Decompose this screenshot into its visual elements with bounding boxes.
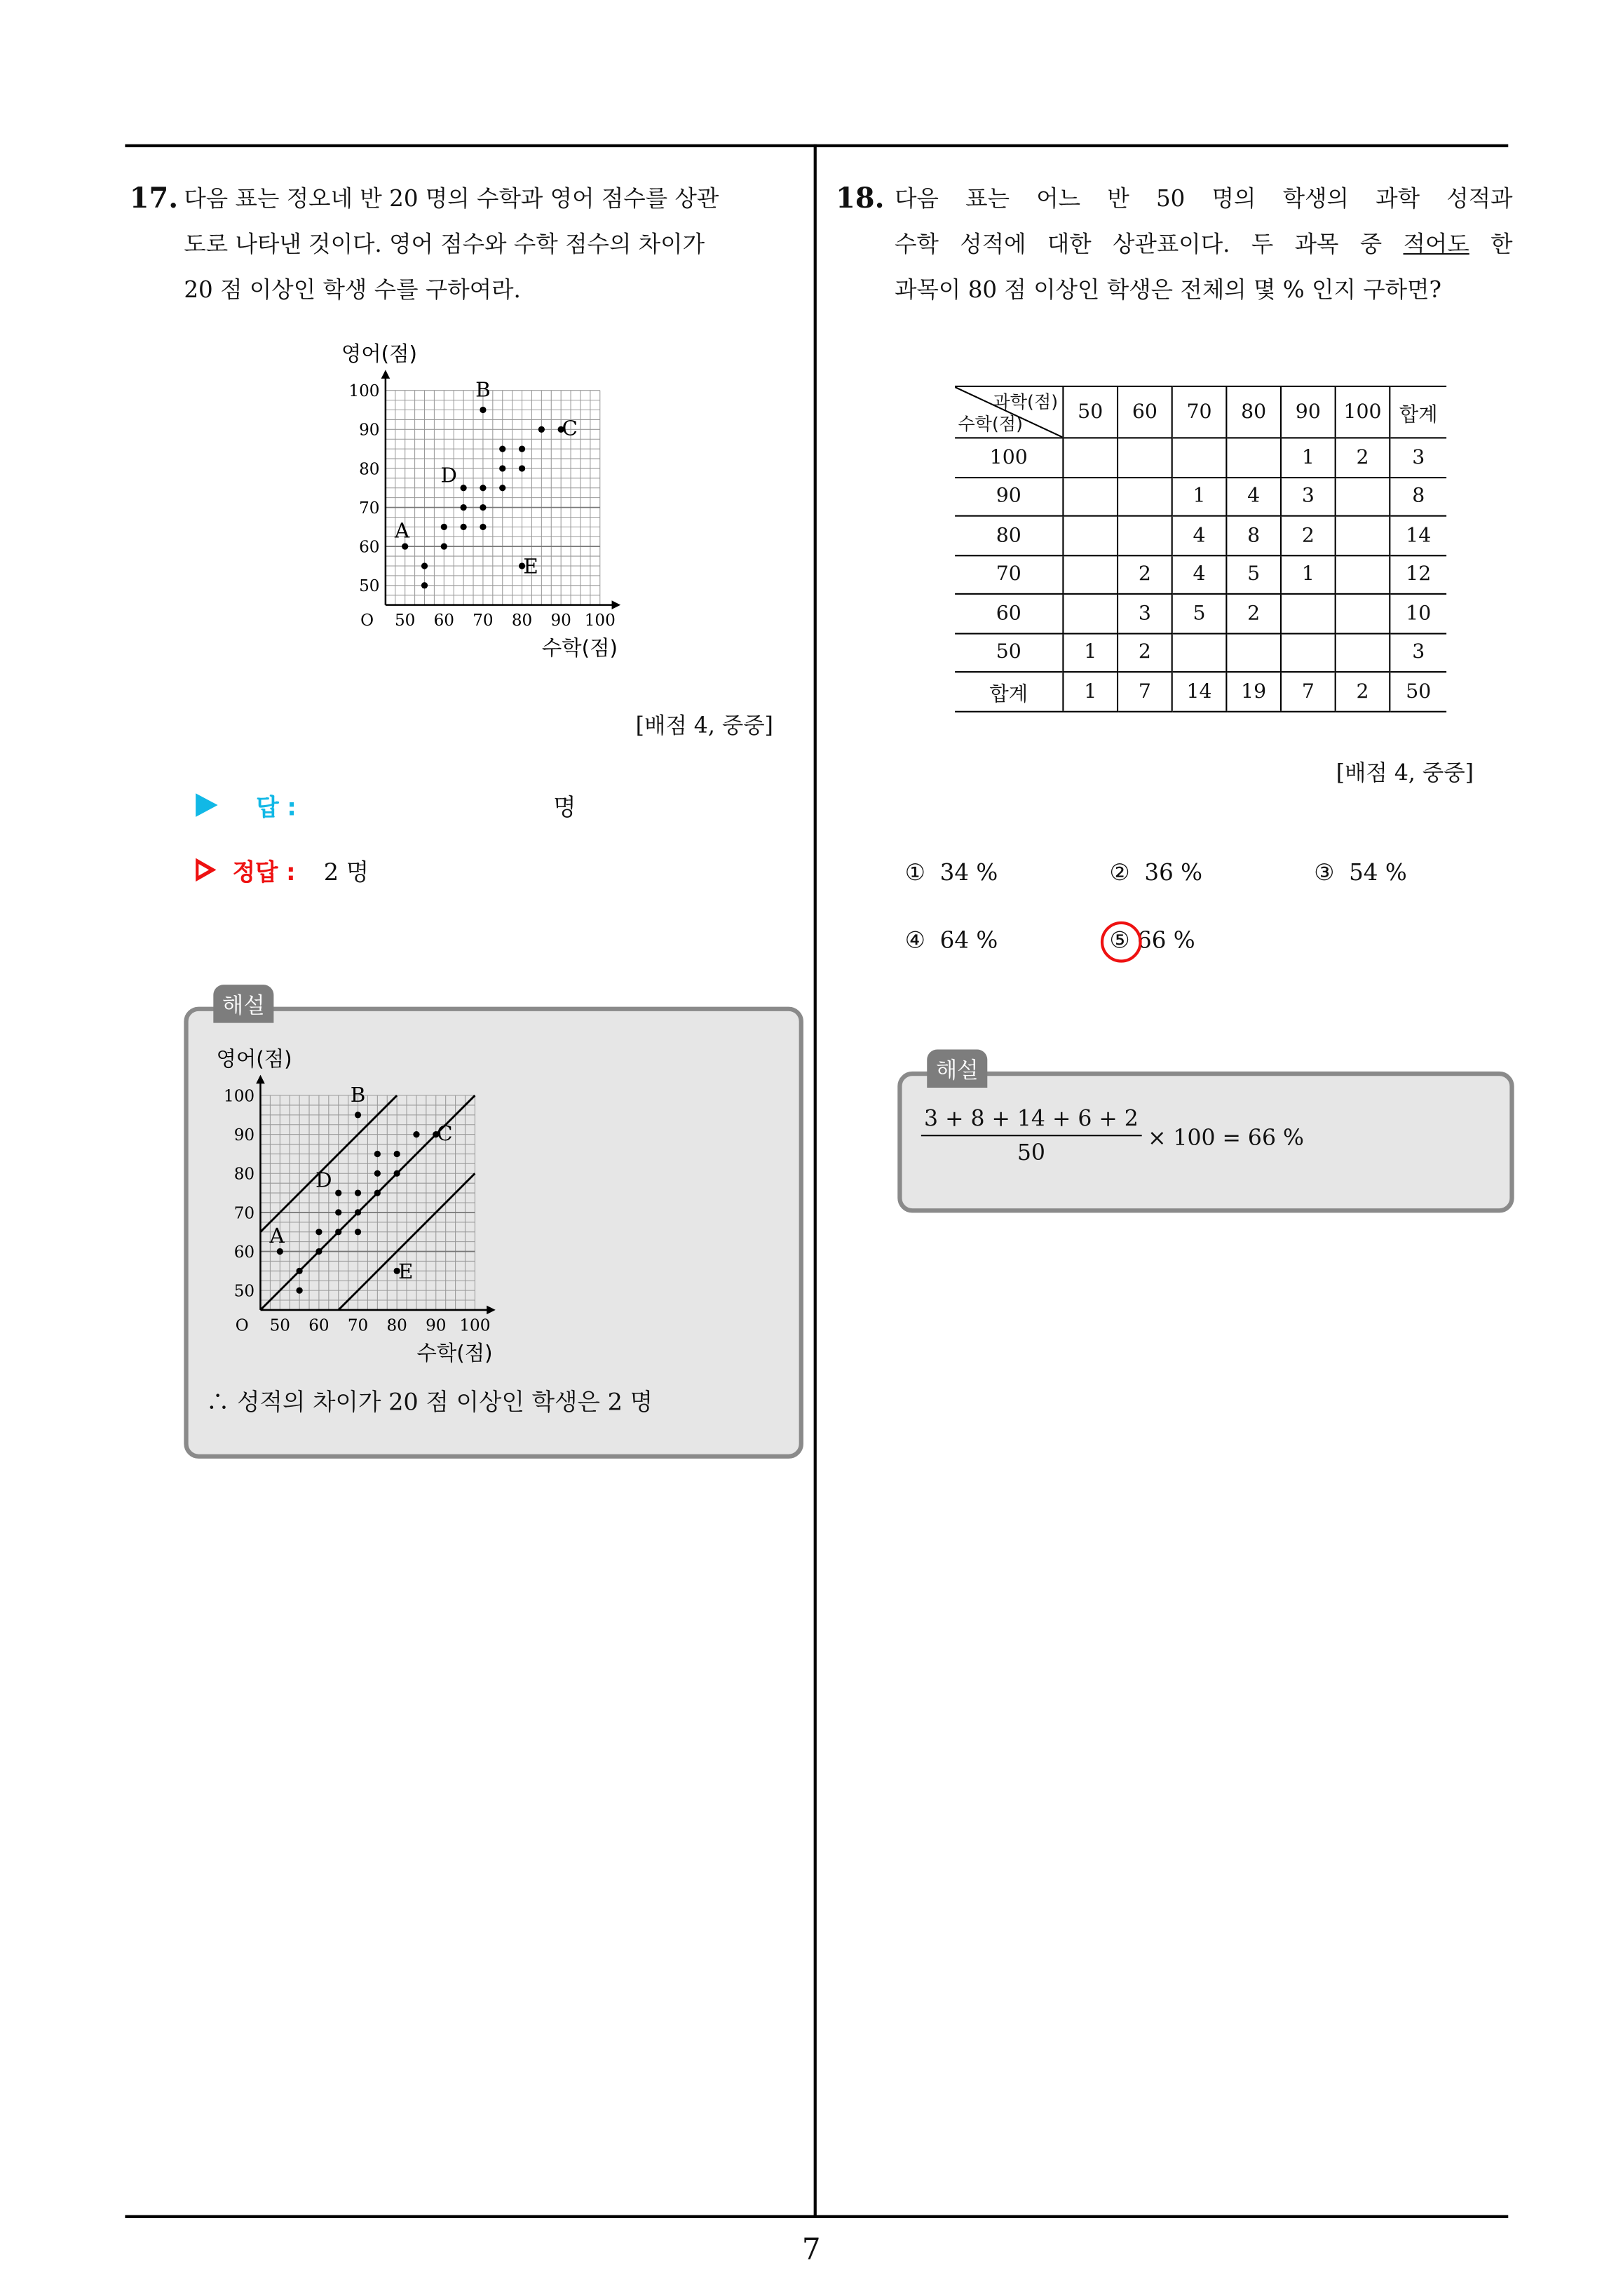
- x-axis-arrow-icon: [487, 1306, 496, 1315]
- question-18-line-3: 과목이 80 점 이상인 학생은 전체의 몇 % 인지 구하면?: [895, 276, 1441, 304]
- table-cell: [1281, 633, 1336, 672]
- q18-solution-fraction: [921, 1105, 1141, 1166]
- x-tick-label: 90: [550, 611, 571, 630]
- choice-4-num: ④: [904, 927, 925, 954]
- y-tick-label: 100: [224, 1087, 255, 1106]
- x-tick-label: 100: [459, 1316, 491, 1335]
- col-header: 60: [1118, 386, 1172, 438]
- row-header: 100: [955, 438, 1063, 477]
- answer-unit: 명: [553, 793, 576, 822]
- table-cell: [1063, 594, 1118, 633]
- table-cell: [1226, 438, 1281, 477]
- table-cell: 14: [1390, 516, 1446, 555]
- question-17-number: 17.: [129, 182, 179, 215]
- question-17-line-3: 20 점 이상인 학생 수를 구하여라.: [184, 276, 521, 304]
- data-point: [394, 1170, 400, 1177]
- table-cell: [1063, 477, 1118, 516]
- question-18-number: 18.: [836, 182, 885, 215]
- data-point: [480, 407, 486, 413]
- point-label: C: [437, 1121, 453, 1146]
- table-cell: 4: [1172, 555, 1227, 594]
- table-cell: [1063, 555, 1118, 594]
- table-cell: 7: [1281, 672, 1336, 711]
- table-cell: 19: [1226, 672, 1281, 711]
- table-cell: 4: [1172, 516, 1227, 555]
- point-label: A: [269, 1223, 285, 1248]
- table-cell: 5: [1226, 555, 1281, 594]
- y-tick-label: 90: [233, 1126, 255, 1145]
- x-tick-label: 80: [386, 1316, 407, 1335]
- q18-solution-tab: 해설: [927, 1049, 987, 1088]
- col-header: 합계: [1390, 386, 1446, 438]
- column-divider: [814, 144, 817, 2217]
- table-corner-cell: [955, 386, 1063, 438]
- table-row: [955, 516, 1446, 555]
- data-point: [519, 465, 525, 471]
- q17-solution-tab: 해설: [213, 985, 273, 1023]
- data-point: [374, 1170, 381, 1177]
- y-tick-label: 70: [233, 1204, 255, 1223]
- table-cell: [1336, 516, 1390, 555]
- row-header: 60: [955, 594, 1063, 633]
- x-tick-label: 50: [269, 1316, 290, 1335]
- q18-solution-tail: × 100 = 66 %: [1148, 1124, 1304, 1152]
- choice-4-text: 64 %: [939, 927, 998, 954]
- data-point: [296, 1268, 302, 1274]
- table-corner-top: 과학(점): [993, 391, 1059, 412]
- table-cell: [1063, 438, 1118, 477]
- data-point: [421, 582, 428, 588]
- data-point: [441, 543, 447, 550]
- data-point: [480, 504, 486, 511]
- question-17-line-1: 다음 표는 정오네 반 20 명의 수학과 영어 점수를 상관: [184, 185, 719, 212]
- table-cell: 2: [1336, 438, 1390, 477]
- y-axis-title: 영어(점): [216, 1047, 292, 1072]
- y-tick-label: 50: [233, 1282, 255, 1301]
- table-cell: 3: [1281, 477, 1336, 516]
- x-tick-label: 60: [433, 611, 455, 630]
- table-cell: 14: [1172, 672, 1227, 711]
- data-point: [538, 426, 545, 433]
- col-header: 70: [1172, 386, 1227, 438]
- choice-3[interactable]: [1314, 860, 1407, 886]
- choice-5-num: ⑤: [1109, 927, 1130, 954]
- table-cell: [1336, 594, 1390, 633]
- table-cell: [1063, 516, 1118, 555]
- table-cell: 1: [1063, 672, 1118, 711]
- table-cell: [1118, 477, 1172, 516]
- point-label: D: [315, 1168, 332, 1192]
- table-cell: [1118, 438, 1172, 477]
- data-point: [315, 1248, 322, 1255]
- choice-1[interactable]: [905, 860, 998, 886]
- point-label: D: [440, 463, 457, 487]
- data-point: [499, 446, 505, 452]
- table-row: [955, 555, 1446, 594]
- x-tick-label: 90: [426, 1316, 447, 1335]
- y-tick-label: 90: [359, 421, 380, 440]
- row-header: 80: [955, 516, 1063, 555]
- table-cell: 5: [1172, 594, 1227, 633]
- answer-arrow-icon: [196, 793, 217, 817]
- table-cell: [1226, 633, 1281, 672]
- data-point: [355, 1209, 361, 1215]
- y-tick-label: 80: [359, 460, 380, 479]
- table-row: [955, 477, 1446, 516]
- q17-score-tag: [배점 4, 중중]: [635, 712, 773, 739]
- choice-4[interactable]: [905, 927, 998, 954]
- data-point: [394, 1151, 400, 1157]
- table-cell: 50: [1390, 672, 1446, 711]
- table-cell: 3: [1390, 438, 1446, 477]
- choice-3-text: 54 %: [1349, 859, 1407, 886]
- data-point: [480, 524, 486, 530]
- table-row: [955, 672, 1446, 711]
- table-cell: 2: [1336, 672, 1390, 711]
- y-axis-arrow-icon: [256, 1075, 265, 1084]
- data-point: [441, 524, 447, 530]
- table-header-row: [955, 386, 1446, 438]
- table-cell: [1172, 438, 1227, 477]
- page-number: 7: [801, 2231, 821, 2267]
- data-point: [499, 465, 505, 471]
- origin-label: O: [235, 1316, 249, 1335]
- y-axis-title: 영어(점): [341, 342, 417, 366]
- table-cell: 2: [1281, 516, 1336, 555]
- table-cell: 8: [1390, 477, 1446, 516]
- table-cell: [1118, 516, 1172, 555]
- table-cell: 12: [1390, 555, 1446, 594]
- point-label: B: [475, 377, 491, 402]
- data-point: [277, 1248, 283, 1255]
- col-header: 80: [1226, 386, 1281, 438]
- x-tick-label: 70: [347, 1316, 369, 1335]
- table-cell: 1: [1172, 477, 1227, 516]
- data-point: [461, 504, 467, 511]
- table-cell: 2: [1118, 633, 1172, 672]
- table-cell: 3: [1390, 633, 1446, 672]
- row-header: 50: [996, 640, 1021, 665]
- row-header: 70: [955, 555, 1063, 594]
- question-18-line-2: [895, 222, 1512, 268]
- bottom-rule: [125, 2215, 1508, 2218]
- table-cell: [1336, 633, 1390, 672]
- choice-1-text: 34 %: [939, 859, 998, 886]
- data-point: [355, 1112, 361, 1118]
- table-cell: 8: [1226, 516, 1281, 555]
- data-point: [355, 1229, 361, 1235]
- table-cell: [1336, 477, 1390, 516]
- data-point: [335, 1229, 341, 1235]
- x-axis-title: 수학(점): [541, 635, 618, 660]
- question-17-line-2: 도로 나타낸 것이다. 영어 점수와 수학 점수의 차이가: [184, 231, 705, 258]
- data-point: [335, 1189, 341, 1196]
- x-tick-label: 50: [395, 611, 416, 630]
- q18-score-tag: [배점 4, 중중]: [1336, 759, 1474, 786]
- row-header: 합계: [955, 672, 1063, 711]
- table-cell: 1: [1281, 555, 1336, 594]
- data-point: [335, 1209, 341, 1215]
- table-cell: 10: [1390, 594, 1446, 633]
- y-tick-label: 60: [359, 538, 380, 557]
- table-cell: 2: [1226, 594, 1281, 633]
- q18-correlation-table: [955, 386, 1446, 712]
- y-tick-label: 60: [233, 1243, 255, 1262]
- x-tick-label: 100: [584, 611, 616, 630]
- y-tick-label: 80: [233, 1165, 255, 1184]
- table-cell: 1: [1063, 633, 1118, 672]
- data-point: [421, 562, 428, 569]
- question-17-text: [184, 177, 801, 313]
- choice-1-num: ①: [904, 859, 925, 886]
- q18-solution-numerator: 3 + 8 + 14 + 6 + 2: [921, 1105, 1141, 1136]
- correct-value: 2 명: [323, 858, 369, 886]
- question-18-line-2a: 수학 성적에 대한 상관표이다. 두 과목 중: [895, 231, 1404, 258]
- point-label: E: [398, 1259, 414, 1283]
- point-label: C: [562, 416, 578, 440]
- data-point: [519, 446, 525, 452]
- table-cell: [1172, 633, 1227, 672]
- answer-label: 답 :: [256, 793, 297, 822]
- table-row: [955, 594, 1446, 633]
- table-cell: [1281, 594, 1336, 633]
- x-axis-arrow-icon: [612, 600, 621, 609]
- y-axis-arrow-icon: [381, 370, 391, 379]
- q17-solution-scatter: [198, 1036, 552, 1375]
- x-tick-label: 70: [473, 611, 494, 630]
- col-header: 50: [1063, 386, 1118, 438]
- x-axis-title: 수학(점): [416, 1341, 493, 1365]
- choice-2[interactable]: [1109, 860, 1202, 886]
- data-point: [355, 1189, 361, 1196]
- table-cell: 2: [1118, 555, 1172, 594]
- selected-choice-circle-icon: [1101, 921, 1142, 963]
- q18-solution-denominator: 50: [1017, 1139, 1045, 1166]
- table-cell: 1: [1281, 438, 1336, 477]
- correct-arrow-inner: [198, 864, 209, 876]
- question-18-line-2c: 한: [1469, 231, 1513, 258]
- data-point: [296, 1288, 302, 1294]
- point-label: E: [523, 554, 538, 579]
- correct-label: 정답 :: [232, 858, 296, 886]
- choice-2-num: ②: [1109, 859, 1130, 886]
- data-point: [374, 1151, 381, 1157]
- question-18-text: [895, 177, 1512, 313]
- table-cell: 3: [1118, 594, 1172, 633]
- q17-solution-text: ∴ 성적의 차이가 20 점 이상인 학생은 2 명: [205, 1388, 653, 1417]
- data-point: [374, 1189, 381, 1196]
- question-18-underline: 적어도: [1403, 231, 1469, 258]
- point-label: A: [394, 518, 410, 543]
- data-point: [461, 485, 467, 491]
- answer-input[interactable]: [324, 786, 545, 821]
- data-point: [315, 1229, 322, 1235]
- table-corner-bottom: 수학(점): [958, 413, 1023, 435]
- choice-2-text: 36 %: [1144, 859, 1203, 886]
- x-tick-label: 60: [308, 1316, 330, 1335]
- data-point: [461, 524, 467, 530]
- col-header: 100: [1336, 386, 1390, 438]
- table-row: [955, 438, 1446, 477]
- point-label: B: [350, 1082, 366, 1107]
- table-cell: 7: [1118, 672, 1172, 711]
- origin-label: O: [360, 611, 374, 630]
- question-18-line-1: 다음 표는 어느 반 50 명의 학생의 과학 성적과: [895, 185, 1513, 212]
- table-cell: 4: [1226, 477, 1281, 516]
- data-point: [413, 1131, 419, 1137]
- row-header: 90: [955, 477, 1063, 516]
- table-row: [955, 633, 1446, 672]
- q17-scatter-plot: [324, 331, 677, 677]
- col-header: 90: [1281, 386, 1336, 438]
- y-tick-label: 70: [359, 499, 380, 518]
- y-tick-label: 100: [348, 382, 380, 401]
- data-point: [480, 485, 486, 491]
- data-point: [499, 485, 505, 491]
- choice-5-text: 66 %: [1137, 927, 1195, 954]
- choice-3-num: ③: [1314, 859, 1335, 886]
- x-tick-label: 80: [511, 611, 533, 630]
- data-point: [402, 543, 408, 550]
- table-cell: [1336, 555, 1390, 594]
- y-tick-label: 50: [359, 577, 380, 596]
